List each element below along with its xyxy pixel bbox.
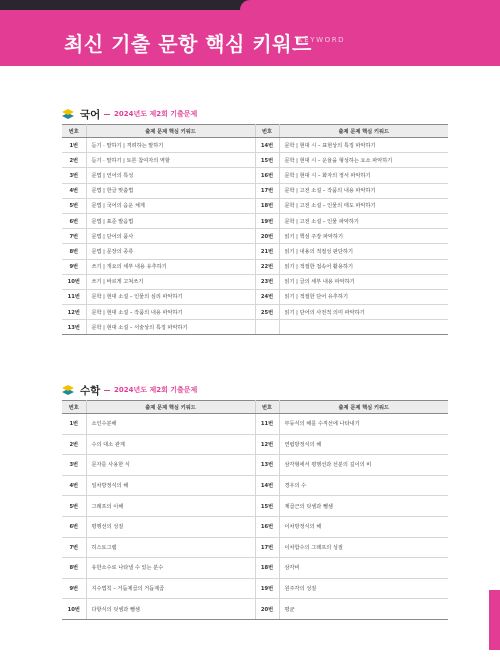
question-keyword: 평균 [279,599,448,620]
column-header-keyword: 출제 문제 핵심 키워드 [86,401,255,414]
column-header-number: 번호 [255,125,279,138]
table-body [62,414,448,620]
section-korean [62,106,448,335]
question-number: 21번 [255,244,279,259]
question-number: 9번 [62,578,86,599]
question-number: 20번 [255,599,279,620]
question-number: 16번 [255,168,279,183]
keyword-table [62,124,448,335]
column-header-keyword: 출제 문제 핵심 키워드 [279,125,448,138]
question-number: 15번 [255,496,279,517]
question-number: 22번 [255,259,279,274]
table-row [62,455,448,476]
question-number: 19번 [255,213,279,228]
question-number: 10번 [62,599,86,620]
column-header-number: 번호 [62,401,86,414]
question-keyword: 문법 | 단어의 품사 [86,229,255,244]
question-number: 2번 [62,434,86,455]
question-number: 12번 [255,434,279,455]
question-number: 15번 [255,153,279,168]
question-number: 8번 [62,244,86,259]
table-row [62,183,448,198]
question-keyword: 문학 | 현대 소설 – 작품의 내용 파악하기 [86,305,255,320]
section-dash [104,114,110,115]
question-number: 6번 [62,516,86,537]
question-number: 7번 [62,229,86,244]
question-number: 7번 [62,537,86,558]
column-header-number: 번호 [255,401,279,414]
question-keyword: 읽기 | 단어의 사전적 의미 파악하기 [279,305,448,320]
question-number: 13번 [255,455,279,476]
table-row [62,475,448,496]
question-keyword: 문법 | 국어의 음운 체계 [86,198,255,213]
question-keyword: 문학 | 고전 소설 – 인물 파악하기 [279,213,448,228]
question-keyword: 평행선의 성질 [86,516,255,537]
table-row [62,168,448,183]
question-keyword: 문법 | 문장의 종류 [86,244,255,259]
section-header [62,106,448,124]
question-keyword: 듣기 · 말하기 | 토론 참여자의 역할 [86,153,255,168]
top-strip-accent [240,0,500,10]
table-row [62,213,448,228]
question-keyword: 쓰기 | 개요의 세부 내용 유추하기 [86,259,255,274]
question-keyword: 문학 | 현대 시 – 표현상의 특징 파악하기 [279,138,448,153]
question-keyword: 일차방정식의 해 [86,475,255,496]
section-math [62,382,448,620]
question-number: 25번 [255,305,279,320]
question-number: 19번 [255,578,279,599]
table-row [62,320,448,335]
question-number: 14번 [255,138,279,153]
question-number: 18번 [255,558,279,579]
stacked-layers-icon [62,384,74,396]
question-number: 24번 [255,289,279,304]
question-number: 12번 [62,305,86,320]
table-row [62,289,448,304]
question-keyword: 쓰기 | 바르게 고쳐쓰기 [86,274,255,289]
question-number: 17번 [255,537,279,558]
question-number [255,320,279,335]
keyword-table [62,400,448,620]
question-keyword: 듣기 · 말하기 | 격려하는 말하기 [86,138,255,153]
question-number: 5번 [62,496,86,517]
question-keyword: 문법 | 언어의 특성 [86,168,255,183]
table-row [62,599,448,620]
question-number: 1번 [62,138,86,153]
question-number: 17번 [255,183,279,198]
page-subtitle: KEYWORD [298,36,346,44]
question-number: 4번 [62,183,86,198]
column-header-keyword: 출제 문제 핵심 키워드 [86,125,255,138]
table-row [62,138,448,153]
question-number: 20번 [255,229,279,244]
question-number: 5번 [62,198,86,213]
stacked-layers-icon [62,108,74,120]
section-dash [104,390,110,391]
question-keyword: 읽기 | 핵심 주장 파악하기 [279,229,448,244]
page-edge-tab [489,590,500,650]
table-header-row [62,125,448,138]
question-keyword: 유한소수로 나타낼 수 있는 분수 [86,558,255,579]
question-keyword: 히스토그램 [86,537,255,558]
question-keyword: 문학 | 현대 소설 – 인물의 심리 파악하기 [86,289,255,304]
question-keyword: 소인수분해 [86,414,255,435]
question-number: 8번 [62,558,86,579]
question-number: 23번 [255,274,279,289]
table-body [62,138,448,335]
question-number: 14번 [255,475,279,496]
section-exam-label: 2024년도 제2회 기출문제 [114,110,198,118]
question-keyword: 그래프의 이해 [86,496,255,517]
header-banner [0,10,500,66]
table-row [62,496,448,517]
table-row [62,537,448,558]
question-keyword: 읽기 | 글의 세부 내용 파악하기 [279,274,448,289]
question-number: 4번 [62,475,86,496]
question-keyword: 읽기 | 내용의 적절성 판단하기 [279,244,448,259]
question-keyword: 문학 | 고전 소설 – 작품의 내용 파악하기 [279,183,448,198]
question-keyword: 읽기 | 적절한 단어 유추하기 [279,289,448,304]
question-number: 10번 [62,274,86,289]
table-header-row [62,401,448,414]
section-title: 수학 [80,385,101,397]
question-number: 6번 [62,213,86,228]
table-row [62,229,448,244]
column-header-number: 번호 [62,125,86,138]
table-row [62,414,448,435]
question-number: 1번 [62,414,86,435]
column-header-keyword: 출제 문제 핵심 키워드 [279,401,448,414]
question-keyword: 읽기 | 적절한 접속어 활용하기 [279,259,448,274]
table-row [62,259,448,274]
question-keyword: 지수법칙 – 거듭제곱의 거듭제곱 [86,578,255,599]
question-keyword: 부등식의 해를 수직선에 나타내기 [279,414,448,435]
question-number: 18번 [255,198,279,213]
question-number: 3번 [62,455,86,476]
question-keyword: 삼각형에서 평행선과 선분의 길이의 비 [279,455,448,476]
question-number: 16번 [255,516,279,537]
question-number: 2번 [62,153,86,168]
question-keyword: 문학 | 고전 소설 – 인물의 태도 파악하기 [279,198,448,213]
question-number: 3번 [62,168,86,183]
question-keyword: 이차방정식의 해 [279,516,448,537]
table-row [62,578,448,599]
question-keyword: 삼각비 [279,558,448,579]
question-keyword: 수의 대소 관계 [86,434,255,455]
table-row [62,558,448,579]
question-number: 13번 [62,320,86,335]
question-keyword: 경우의 수 [279,475,448,496]
question-keyword: 원주각의 성질 [279,578,448,599]
table-row [62,153,448,168]
section-exam-label: 2024년도 제2회 기출문제 [114,386,198,394]
question-keyword: 문학 | 현대 시 – 운율을 형성하는 요소 파악하기 [279,153,448,168]
question-number: 9번 [62,259,86,274]
question-keyword [279,320,448,335]
table-row [62,516,448,537]
question-number: 11번 [62,289,86,304]
question-keyword: 문법 | 표준 발음법 [86,213,255,228]
question-keyword: 연립방정식의 해 [279,434,448,455]
section-header [62,382,448,400]
page-title: 최신 기출 문항 핵심 키워드 [64,32,312,56]
question-keyword: 이차함수의 그래프의 성질 [279,537,448,558]
table-row [62,244,448,259]
table-row [62,305,448,320]
question-number: 11번 [255,414,279,435]
top-strip [0,0,500,10]
question-keyword: 문법 | 한글 맞춤법 [86,183,255,198]
question-keyword: 문학 | 현대 소설 – 서술상의 특징 파악하기 [86,320,255,335]
table-row [62,274,448,289]
question-keyword: 제곱근의 덧셈과 뺄셈 [279,496,448,517]
table-row [62,198,448,213]
question-keyword: 다항식의 덧셈과 뺄셈 [86,599,255,620]
section-title: 국어 [80,109,101,121]
question-keyword: 문학 | 현대 시 – 화자의 정서 파악하기 [279,168,448,183]
question-keyword: 문자를 사용한 식 [86,455,255,476]
table-row [62,434,448,455]
